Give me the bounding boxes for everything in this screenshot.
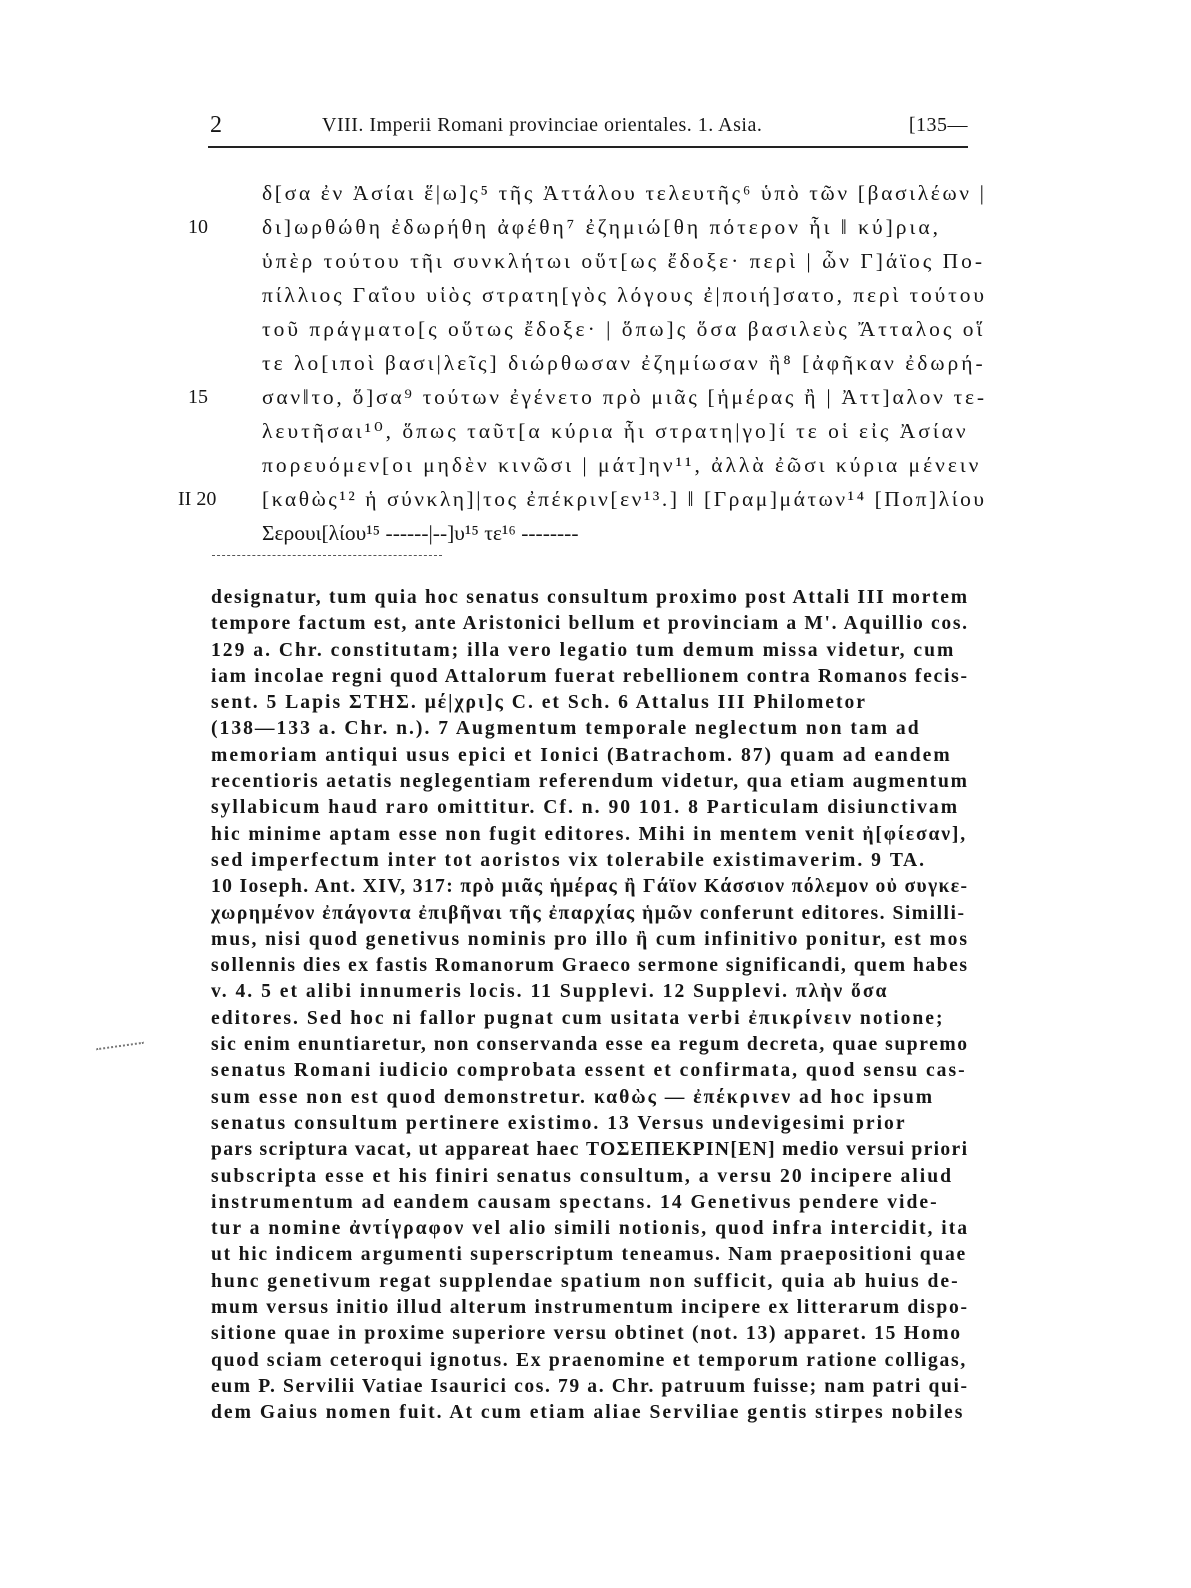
header-rule	[208, 146, 968, 148]
greek-line-text: δ[σα ἐν Ἀσίαι ἕ|ω]ς⁵ τῆς Ἀττάλου τελευτῆς⁶ ὑπὸ τῶν [βασιλέων |	[262, 181, 987, 205]
commentary-line: syllabicum haud raro omittitur. Cf. n. 90 101. 8 Particulam disiunctivam	[211, 797, 960, 819]
greek-line-text: πίλλιος Γαΐου υἱὸς στρατη[γὸς λόγους ἐ|ποιή]σατο, περὶ τούτου	[262, 283, 987, 307]
greek-inscription-text	[178, 176, 987, 550]
line-number: 10	[188, 216, 208, 238]
greek-line-text: σαν‖το, ὅ]σα⁹ τούτων ἐγένετο πρὸ μιᾶς [ἡμέρας ἢ | Ἀττ]αλον τε-	[262, 385, 987, 409]
commentary-line: hic minime aptam esse non fugit editores. Mihi in mentem venit ἠ[φίεσαν],	[211, 823, 968, 845]
running-title: VIII. Imperii Romani provinciae orientales. 1. Asia.	[322, 114, 763, 136]
commentary-line: χωρημένον ἐπάγοντα ἐπιβῆναι τῆς ἐπαρχίας ἡμῶν conferunt editores. Similli-	[211, 902, 966, 924]
commentary-text	[211, 585, 971, 1427]
greek-line	[178, 482, 987, 516]
greek-line-text: πορευόμεν[οι μηδὲν κινῶσι | μάτ]ην¹¹, ἀλλὰ ἐῶσι κύρια μένειν	[262, 453, 982, 477]
commentary-line: (138—133 a. Chr. n.). 7 Augmentum temporale neglectum non tam ad	[211, 718, 921, 740]
greek-line	[222, 312, 986, 346]
greek-line	[222, 176, 987, 210]
greek-line	[222, 448, 982, 482]
greek-line	[222, 414, 982, 448]
commentary-line: 129 a. Chr. constitutam; illa vero legatio tum demum missa videtur, cum	[211, 639, 956, 661]
greek-line-text: ὑπὲρ τούτου τῆι συνκλήτωι οὕτ[ως ἔδοξε· περὶ | ὧν Γ]άϊος Πο-	[262, 249, 986, 273]
commentary-line: memoriam antiqui usus epici et Ionici (Batrachom. 87) quam ad eandem	[211, 744, 952, 766]
commentary-line: mus, nisi quod genetivus nominis pro illo ἢ cum infinitivo ponitur, est mos	[211, 928, 969, 950]
greek-line-text: λευτῆσαι¹⁰, ὅπως ταῦτ[α κύρια ἧι στρατη|γο]ί τε οἱ εἰς Ἀσίαν	[262, 419, 969, 443]
commentary-line: editores. Sed hoc ni fallor pugnat cum usitata verbi ἐπικρίνειν notione;	[211, 1007, 945, 1029]
commentary-line: quod sciam ceteroqui ignotus. Ex praenomine et temporum ratione colligas,	[211, 1349, 967, 1371]
commentary-line: ut hic indicem argumenti superscriptum teneamus. Nam praepositioni quae	[211, 1244, 968, 1266]
commentary-line: 10 Ioseph. Ant. XIV, 317: πρὸ μιᾶς ἡμέρας ἢ Γάϊον Κάσσιον πόλεμον οὐ συγκε-	[211, 876, 969, 898]
commentary-line: sollennis dies ex fastis Romanorum Graeco sermone significandi, quem habes	[211, 955, 969, 977]
line-number: II 20	[178, 488, 217, 510]
commentary-line: iam incolae regni quod Attalorum fuerat rebellionem contra Romanos fecis-	[211, 665, 969, 687]
commentary-line: sed imperfectum inter tot aoristos vix tolerabile existimaverim. 9 ΤΑ.	[211, 849, 927, 871]
commentary-line: senatus consultum pertinere existimo. 13 Versus undevigesimi prior	[211, 1112, 907, 1134]
commentary-line: senatus Romani iudicio comprobata essent et confirmata, quod sensu cas-	[211, 1060, 967, 1082]
commentary-line: sitione quae in proxime superiore versu obtinet (not. 13) apparet. 15 Homo	[211, 1323, 962, 1345]
greek-line-text: Σερουι[λίου¹⁵ ------|--]υ¹⁵ τε¹⁶ --------	[262, 521, 579, 545]
commentary-line: eum P. Servilii Vatiae Isaurici cos. 79 a. Chr. patruum fuisse; nam patri qui-	[211, 1375, 969, 1397]
commentary-line: mum versus initio illud alterum instrumentum incipere ex litterarum dispo-	[211, 1297, 969, 1319]
commentary-line: recentioris aetatis neglegentiam referendum videtur, qua etiam augmentum	[211, 771, 969, 793]
commentary-line: tempore factum est, ante Aristonici bellum et provinciam a M'. Aquillio cos.	[211, 613, 969, 635]
page-reference: [135—	[908, 114, 968, 136]
greek-line-text: [καθὼς¹² ἡ σύνκλη]|τος ἐπέκριν[εν¹³.] ‖ [Γραμ]μάτων¹⁴ [Ποπ]λίου	[262, 487, 987, 511]
greek-line	[222, 516, 982, 550]
page-number: 2	[210, 112, 223, 138]
commentary-line: designatur, tum quia hoc senatus consultum proximo post Attali III mortem	[211, 587, 969, 608]
footnote-separator	[212, 555, 442, 556]
greek-line	[222, 346, 986, 380]
line-number: 15	[188, 386, 208, 408]
greek-line	[188, 380, 987, 414]
greek-line-text: δι]ωρθώθη ἐδωρήθη ἀφέθη⁷ ἐζημιώ[θη πότερον ἧι ‖ κύ]ρια,	[262, 215, 941, 239]
greek-line	[222, 244, 986, 278]
commentary-line: sent. 5 Lapis ΣΤΗΣ. μέ|χρι]ς C. et Sch. 6 Attalus III Philometor	[211, 692, 867, 714]
greek-line	[222, 278, 987, 312]
commentary-line: dem Gaius nomen fuit. At cum etiam aliae Serviliae gentis stirpes nobiles	[211, 1402, 965, 1424]
commentary-line: hunc genetivum regat supplendae spatium non sufficit, quia ab huius de-	[211, 1270, 960, 1292]
commentary-line: sic enim enuntiaretur, non conservanda esse ea regum decreta, quae supremo	[211, 1034, 969, 1056]
commentary-line: tur a nomine ἀντίγραφον vel alio simili notionis, quod infra intercidit, ita	[211, 1218, 970, 1240]
greek-line-text: τε λο[ιποὶ βασι|λεῖς] διώρθωσαν ἐζημίωσαν ἢ⁸ [ἀφῆκαν ἐδωρή-	[262, 351, 986, 375]
commentary-line: pars scriptura vacat, ut appareat haec ΤΟΣΕΠΕΚΡΙΝ[ΕΝ] medio versui priori	[211, 1139, 969, 1161]
greek-line	[188, 210, 982, 244]
commentary-line: instrumentum ad eandem causam spectans. 14 Genetivus pendere vide-	[211, 1191, 939, 1213]
commentary-line: v. 4. 5 et alibi innumeris locis. 11 Supplevi. 12 Supplevi. πλὴν ὅσα	[211, 981, 889, 1003]
margin-smudge	[96, 1042, 144, 1051]
greek-line-text: τοῦ πράγματο[ς οὕτως ἔδοξε· | ὅπω]ς ὅσα βασιλεὺς Ἄτταλος οἵ	[262, 317, 986, 341]
commentary-line: subscripta esse et his finiri senatus consultum, a versu 20 incipere aliud	[211, 1165, 954, 1187]
running-header	[208, 112, 968, 142]
commentary-line: sum esse non est quod demonstretur. καθὼς — ἐπέκρινεν ad hoc ipsum	[211, 1086, 935, 1108]
